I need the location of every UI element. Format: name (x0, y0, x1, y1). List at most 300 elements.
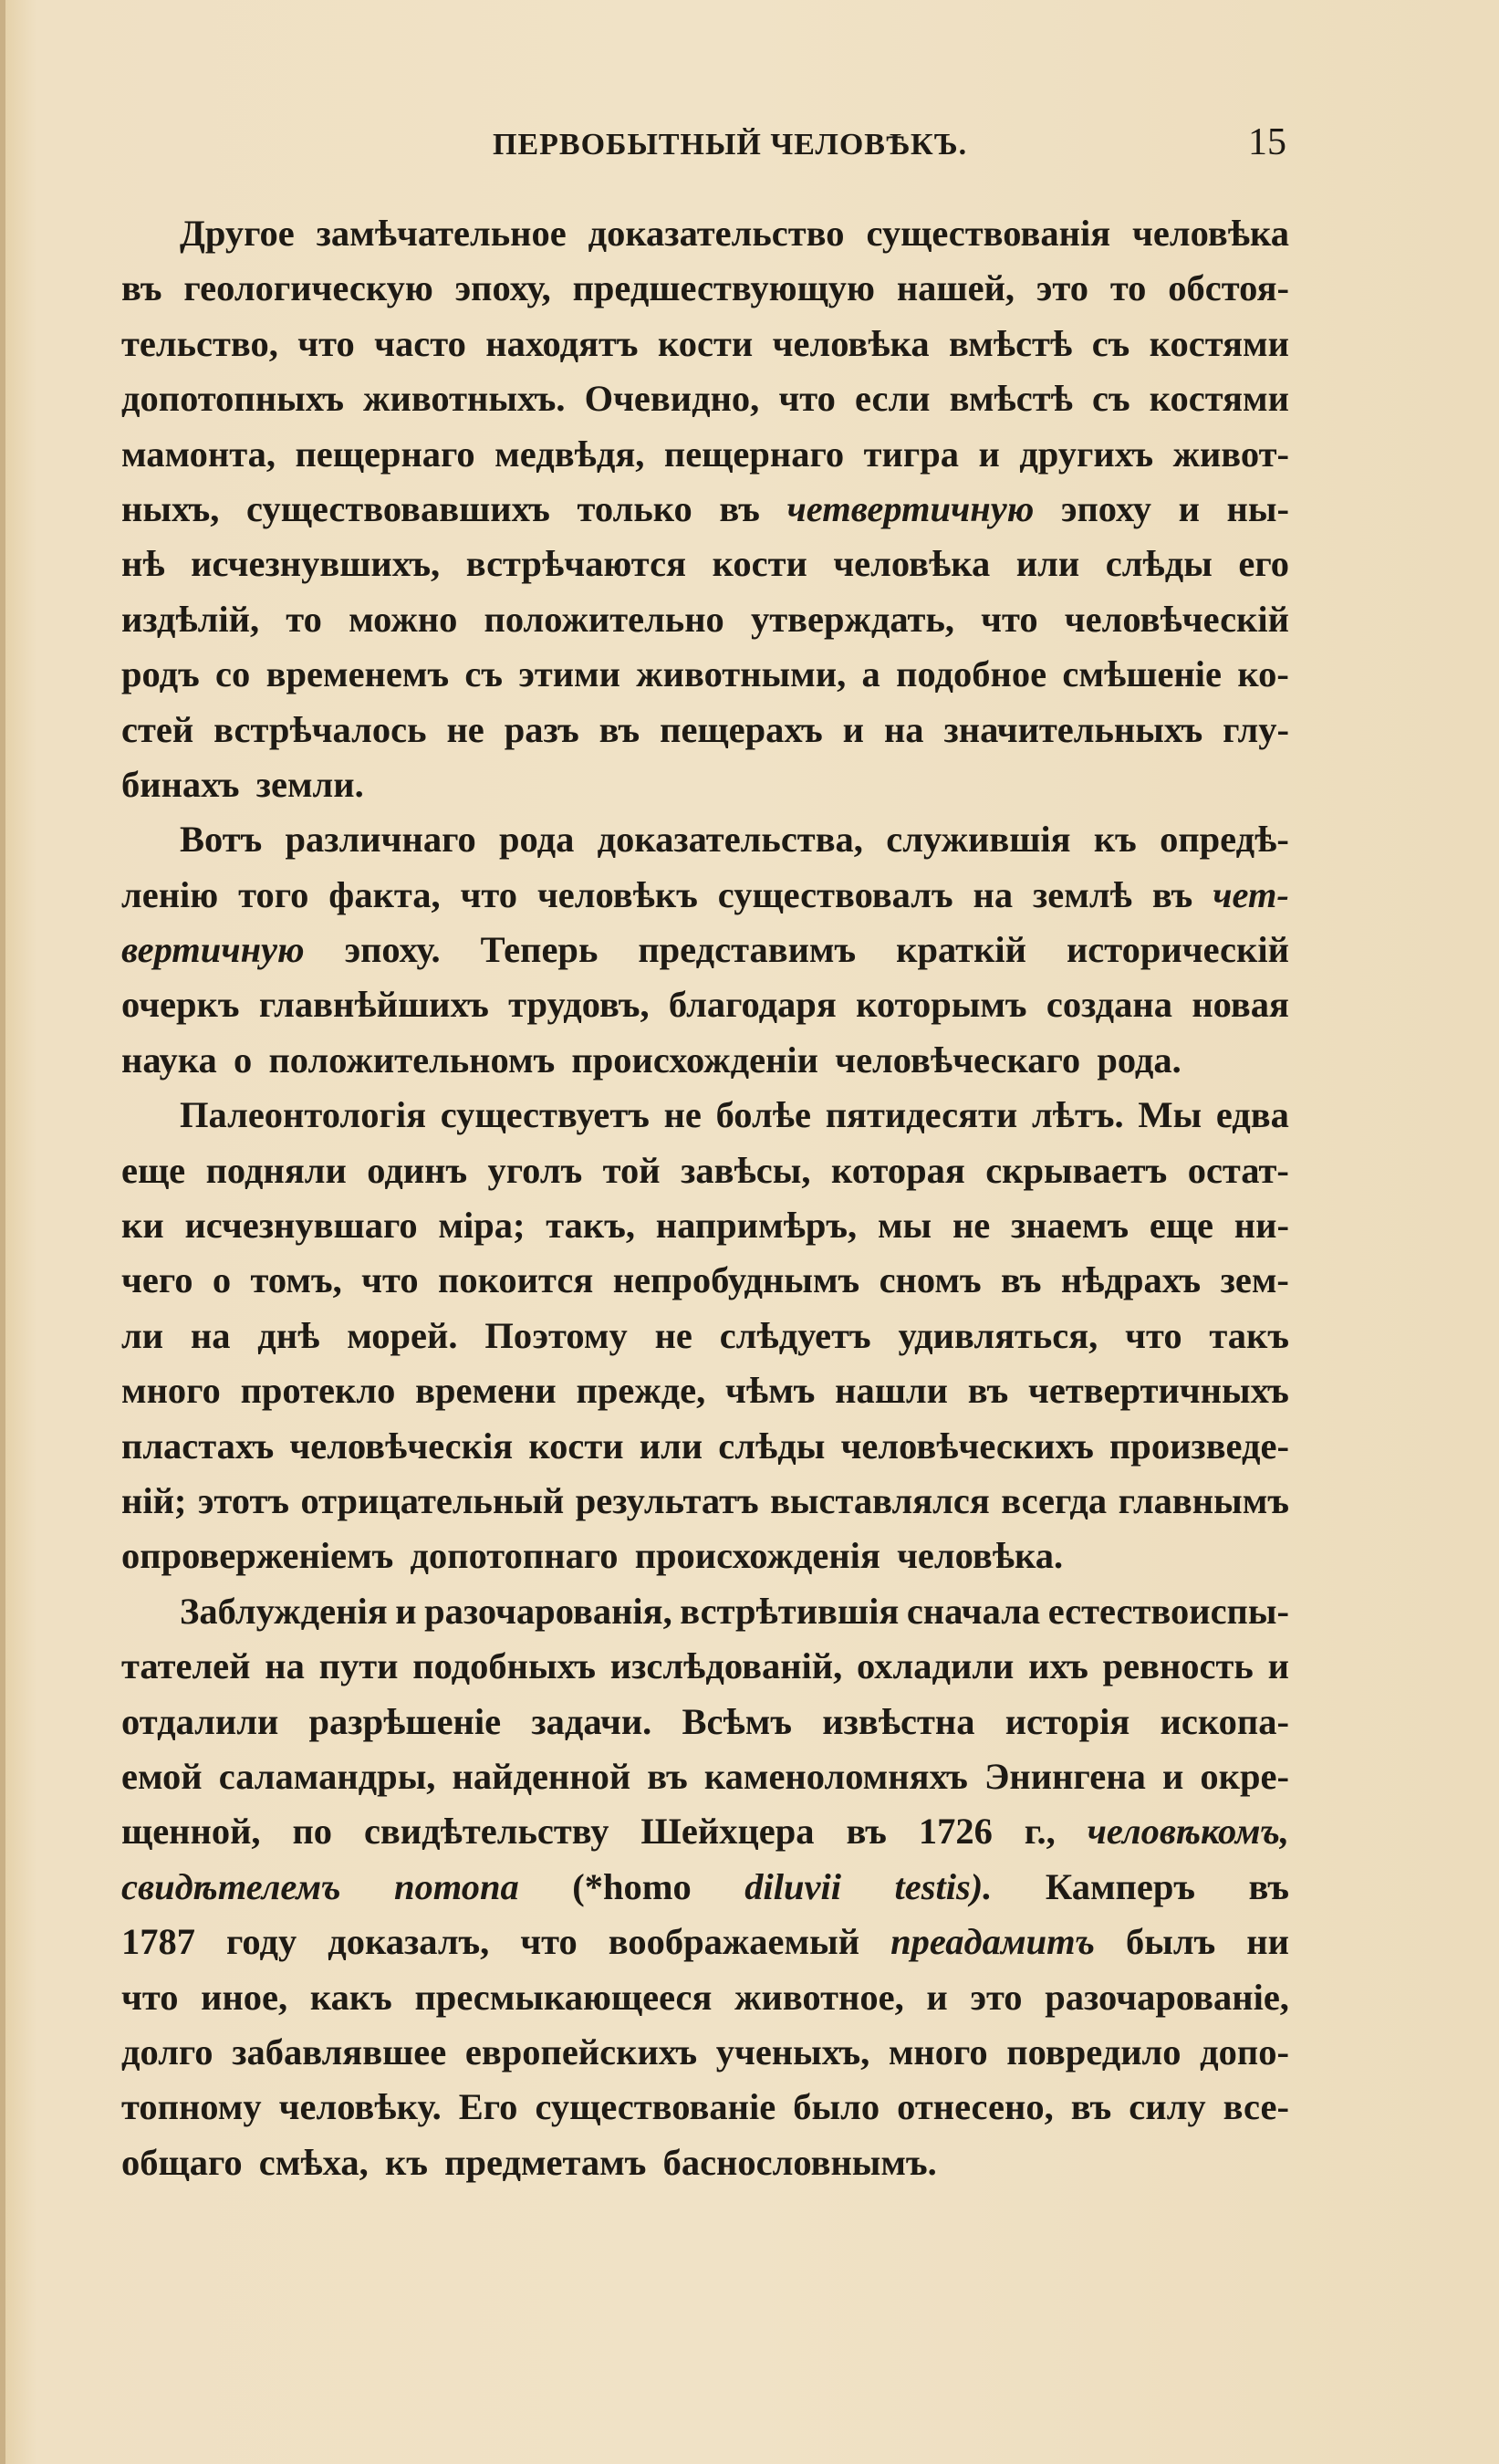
word: этотъ (197, 1479, 289, 1521)
word: человѣка (833, 543, 991, 585)
text-line (121, 1970, 1289, 2025)
word: краткій (896, 929, 1026, 971)
word: много (121, 1370, 221, 1412)
word: нѣдрахъ (1060, 1259, 1202, 1301)
word: ны- (1226, 487, 1289, 529)
word: что (361, 1259, 419, 1301)
word: животными, (636, 653, 847, 695)
paragraph (121, 1584, 1289, 2190)
word: и (395, 1590, 417, 1632)
word: ли (121, 1314, 164, 1356)
word: Заблужденія (180, 1590, 388, 1632)
word: Шейхцера (640, 1811, 815, 1853)
word: служившія (886, 819, 1071, 861)
word: геологическую (183, 267, 433, 309)
word: утверждать, (750, 598, 954, 640)
text-line (121, 977, 1289, 1032)
word: а (861, 653, 880, 695)
word: пятидесяти (825, 1094, 1018, 1136)
word: эпоху. (344, 929, 441, 971)
word: эпоху (1060, 487, 1151, 529)
word: опредѣ- (1160, 819, 1289, 861)
word: или (1015, 543, 1080, 585)
word: что (778, 378, 836, 420)
word: чет- (1213, 873, 1289, 915)
word: находятъ (485, 322, 639, 364)
word: пути (318, 1645, 399, 1687)
paragraph (121, 206, 1289, 812)
word: доказательство (588, 213, 845, 254)
word: сномъ (879, 1259, 982, 1301)
word: 1787 (121, 1921, 195, 1963)
word: ископа- (1160, 1700, 1289, 1742)
word: происхожденіи (571, 1039, 819, 1081)
word: diluvii (744, 1865, 842, 1907)
word: задачи. (531, 1700, 652, 1742)
word: (*homo (572, 1865, 692, 1907)
text-line (121, 1529, 1289, 1583)
word: къ (1093, 819, 1137, 861)
word: не (654, 1314, 692, 1356)
word: одинъ (367, 1149, 468, 1191)
word: этими (518, 653, 620, 695)
word: въ (719, 487, 760, 529)
word: мы (877, 1205, 932, 1247)
word: медвѣдя, (494, 433, 645, 475)
word: разъ (504, 708, 579, 750)
word: тателей (121, 1645, 251, 1687)
word: тельство, (121, 322, 278, 364)
word: найденной (452, 1755, 631, 1797)
text-line (121, 923, 1289, 977)
word: исторія (1005, 1700, 1130, 1742)
word: охладили (857, 1645, 1015, 1687)
word: существовавшихъ (246, 487, 550, 529)
word: ки (121, 1205, 164, 1247)
word: костями (1149, 378, 1289, 420)
word: Теперь (480, 929, 599, 971)
word: выставлялся (770, 1479, 990, 1521)
word: результатъ (575, 1479, 759, 1521)
word: по (292, 1811, 333, 1853)
text-line (121, 1143, 1289, 1198)
word: различнаго (285, 819, 476, 861)
word: часто (374, 322, 466, 364)
word: къ (384, 2141, 428, 2183)
word: повредило (1006, 2031, 1182, 2072)
word: это (970, 1976, 1023, 2018)
word: что (297, 322, 355, 364)
word: едва (1215, 1094, 1289, 1136)
word: допотопныхъ (121, 378, 345, 420)
text-line (121, 317, 1289, 371)
word: году (226, 1921, 297, 1963)
word: протекло (240, 1370, 396, 1412)
word: въ (647, 1755, 688, 1797)
word: каменоломняхъ (703, 1755, 968, 1797)
word: положительно (484, 598, 724, 640)
word: 1726 (918, 1811, 993, 1853)
text-line (121, 206, 1289, 261)
text-line (121, 427, 1289, 482)
word: разочарованіе, (1045, 1976, 1289, 2018)
word: бинахъ (121, 763, 240, 805)
word: Вотъ (180, 819, 263, 861)
word: на (883, 708, 924, 750)
word: на (265, 1645, 305, 1687)
word: было (793, 2086, 880, 2128)
word: Энингена (984, 1755, 1146, 1797)
word: человѣческихъ (840, 1425, 1094, 1467)
word: ній; (121, 1479, 187, 1521)
page-edge (0, 0, 5, 2464)
word: очеркъ (121, 984, 240, 1026)
text-line (121, 371, 1289, 426)
word: чѣмъ (725, 1370, 816, 1412)
word: главнымъ (1118, 1479, 1289, 1521)
word: саламандры, (218, 1755, 436, 1797)
word: рода. (1097, 1039, 1182, 1081)
word: создана (1046, 984, 1172, 1026)
word: что (520, 1921, 578, 1963)
word: Палеонтологія (180, 1094, 426, 1136)
word: міра; (438, 1205, 526, 1247)
word: человѣкомъ, (1087, 1811, 1289, 1853)
word: вмѣстѣ (949, 378, 1073, 420)
word: на (973, 873, 1014, 915)
text-line (121, 1860, 1289, 1915)
word: Мы (1138, 1094, 1202, 1136)
word: пресмыкающееся (414, 1976, 713, 2018)
word: еще (121, 1149, 186, 1191)
word: съ (464, 653, 503, 695)
word: разрѣшеніе (308, 1700, 502, 1742)
paragraph (121, 812, 1289, 1088)
text-line (121, 1584, 1289, 1639)
word: не (663, 1094, 702, 1136)
text-line (121, 812, 1289, 867)
text-line (121, 1309, 1289, 1363)
word: что (460, 873, 518, 915)
word: ни- (1234, 1205, 1289, 1247)
text-line (121, 1363, 1289, 1418)
word: человѣческаго (835, 1039, 1081, 1081)
word: доказательства, (597, 819, 863, 861)
word: разочарованія, (424, 1590, 672, 1632)
word: человѣка (1132, 213, 1289, 254)
word: естествоиспы- (1047, 1590, 1289, 1632)
word: съ (1091, 322, 1130, 364)
word: происхожденія (634, 1535, 880, 1577)
body-text (121, 206, 1289, 2190)
word: прежде, (576, 1370, 706, 1412)
word: пещернаго (295, 433, 475, 475)
page-header (119, 120, 1286, 175)
word: забавлявшее (232, 2031, 447, 2072)
word: кости (657, 322, 754, 364)
word: человѣка (772, 322, 930, 364)
word: удивляться, (898, 1314, 1098, 1356)
word: человѣка. (897, 1535, 1064, 1577)
word: testis). (894, 1865, 993, 1907)
word: скрываетъ (985, 1149, 1168, 1191)
word: и (926, 1976, 948, 2018)
text-line (121, 482, 1289, 537)
word: того (238, 873, 309, 915)
word: пластахъ (121, 1425, 275, 1467)
text-line (121, 261, 1289, 316)
word: изслѣдованій, (609, 1645, 843, 1687)
word: извѣстна (822, 1700, 975, 1742)
word: болѣе (715, 1094, 812, 1136)
word: общаго (121, 2141, 243, 2183)
word: европейскихъ (464, 2031, 698, 2072)
text-line (121, 1639, 1289, 1694)
word: силу (1129, 2086, 1206, 2128)
word: напримѣръ, (655, 1205, 858, 1247)
word: или (639, 1425, 703, 1467)
word: обстоя- (1168, 267, 1289, 309)
word: земли. (255, 763, 364, 805)
word: топному (121, 2086, 262, 2128)
word: допо- (1200, 2031, 1289, 2072)
word: подобное (896, 653, 1047, 695)
word: непробуднымъ (612, 1259, 860, 1301)
text-line (121, 1695, 1289, 1749)
word: которая (830, 1149, 965, 1191)
word: то (286, 598, 322, 640)
word: замѣчательное (316, 213, 567, 254)
word: это (1036, 267, 1088, 309)
word: былъ (1126, 1921, 1216, 1963)
word: костями (1149, 322, 1289, 364)
word: издѣлій, (121, 598, 260, 640)
word: на (190, 1314, 231, 1356)
word: зем- (1220, 1259, 1289, 1301)
word: завѣсы, (681, 1149, 811, 1191)
word: и (1178, 487, 1200, 529)
word: Всѣмъ (682, 1700, 793, 1742)
word: встрѣтившія (680, 1590, 900, 1632)
word: существованіе (535, 2086, 776, 2128)
word: землѣ (1033, 873, 1132, 915)
text-line (121, 1419, 1289, 1474)
word: ревность (1102, 1645, 1254, 1687)
word: представимъ (638, 929, 857, 971)
word: много (888, 2031, 988, 2072)
text-line (121, 757, 1289, 812)
text-line (121, 1804, 1289, 1859)
word: не (952, 1205, 991, 1247)
text-line (121, 1749, 1289, 1804)
word: въ (1001, 1259, 1042, 1301)
word: значительныхъ (943, 708, 1203, 750)
word: ни (1246, 1921, 1289, 1963)
word: главнѣйшихъ (258, 984, 489, 1026)
word: той (602, 1149, 661, 1191)
word: въ (846, 1811, 887, 1853)
word: отдалили (121, 1700, 279, 1742)
word: подняли (205, 1149, 347, 1191)
word: существовалъ (717, 873, 953, 915)
word: исчезнувшихъ, (191, 543, 441, 585)
word: ученыхъ, (715, 2031, 870, 2072)
word: ко- (1237, 653, 1289, 695)
word: воображаемый (608, 1921, 860, 1963)
word: только (577, 487, 692, 529)
word: свидѣтельству (363, 1811, 609, 1853)
word: морей. (347, 1314, 458, 1356)
word: ихъ (1028, 1645, 1088, 1687)
text-line (121, 1088, 1289, 1143)
word: родъ (121, 653, 200, 695)
text-line (121, 592, 1289, 647)
word: Очевидно, (584, 378, 760, 420)
text-line (121, 703, 1289, 757)
word: и (1267, 1645, 1289, 1687)
word: произведе- (1109, 1425, 1289, 1467)
word: трудовъ, (508, 984, 650, 1026)
text-line (121, 1033, 1289, 1088)
text-line (121, 2135, 1289, 2190)
word: и (1161, 1755, 1184, 1797)
text-line (121, 1915, 1289, 1969)
word: въ (121, 267, 162, 309)
word: лѣтъ. (1031, 1094, 1124, 1136)
word: въ (1151, 873, 1193, 915)
word: Его (458, 2086, 518, 2128)
word: вмѣстѣ (949, 322, 1073, 364)
word: ленію (121, 873, 219, 915)
word: если (855, 378, 931, 420)
word: рода (498, 819, 575, 861)
word: подобныхъ (412, 1645, 596, 1687)
word: баснословнымъ. (662, 2141, 937, 2183)
word: благодаря (668, 984, 837, 1026)
word: еще (1149, 1205, 1214, 1247)
word: мамонта, (121, 433, 276, 475)
word: стей (121, 708, 194, 750)
word: кости (712, 543, 807, 585)
word: отнесено, (897, 2086, 1054, 2128)
word: г., (1024, 1811, 1056, 1853)
word: Поэтому (484, 1314, 628, 1356)
word: глу- (1223, 708, 1289, 750)
word: историческій (1066, 929, 1289, 971)
word: тигра (863, 433, 959, 475)
word: встрѣчалось (213, 708, 427, 750)
running-head: ПЕРВОБЫТНЫЙ ЧЕЛОВѢКЪ. (493, 128, 968, 162)
word: нашей, (896, 267, 1015, 309)
text-line (121, 2080, 1289, 2135)
word: пещернаго (663, 433, 845, 475)
paragraph (121, 1088, 1289, 1584)
text-line (121, 1198, 1289, 1253)
word: покоится (438, 1259, 594, 1301)
word: окре- (1200, 1755, 1289, 1797)
word: уголъ (487, 1149, 583, 1191)
word: кости (528, 1425, 624, 1467)
word: остат- (1187, 1149, 1289, 1191)
word: съ (1092, 378, 1130, 420)
word: свидѣтелемъ (121, 1865, 341, 1907)
word: преадамитъ (890, 1921, 1095, 1963)
word: времени (415, 1370, 557, 1412)
word: слѣды (1105, 543, 1213, 585)
word: четвертичныхъ (1028, 1370, 1289, 1412)
word: емой (121, 1755, 203, 1797)
word: такъ, (546, 1205, 635, 1247)
word: животное, (734, 1976, 904, 2018)
word: животныхъ. (363, 378, 566, 420)
word: эпоху, (454, 267, 551, 309)
word: временемъ (265, 653, 450, 695)
word: слѣдуетъ (719, 1314, 871, 1356)
word: что (1125, 1314, 1182, 1356)
word: его (1238, 543, 1289, 585)
word: предшествующую (572, 267, 875, 309)
text-line (121, 1253, 1289, 1308)
word: о (233, 1039, 253, 1081)
word: существуетъ (440, 1094, 650, 1136)
word: слѣды (718, 1425, 826, 1467)
text-line (121, 1474, 1289, 1529)
word: не (446, 708, 484, 750)
word: встрѣчаются (465, 543, 687, 585)
word: какъ (309, 1976, 392, 2018)
word: Другое (180, 213, 295, 254)
word: допотопнаго (410, 1535, 619, 1577)
word: пещерахъ (660, 708, 823, 750)
word: днѣ (257, 1314, 320, 1356)
word: то (1109, 267, 1147, 309)
word: что (981, 598, 1038, 640)
word: вертичную (121, 929, 305, 971)
word: нѣ (121, 543, 165, 585)
word: все- (1223, 2086, 1289, 2128)
word: опроверженіемъ (121, 1535, 394, 1577)
word: новая (1192, 984, 1289, 1026)
word: Камперъ (1045, 1865, 1196, 1907)
word: исчезнувшаго (184, 1205, 418, 1247)
word: въ (1070, 2086, 1112, 2128)
word: человѣкъ (536, 873, 698, 915)
word: доказалъ, (328, 1921, 490, 1963)
word: которымъ (856, 984, 1027, 1026)
word: чего (121, 1259, 193, 1301)
word: наука (121, 1039, 217, 1081)
word: о (212, 1259, 232, 1301)
word: можно (349, 598, 458, 640)
word: ныхъ, (121, 487, 220, 529)
word: человѣку. (278, 2086, 442, 2128)
word: въ (599, 708, 640, 750)
word: такъ (1209, 1314, 1289, 1356)
word: и (978, 433, 1000, 475)
word: въ (1248, 1865, 1289, 1907)
word: знаемъ (1011, 1205, 1129, 1247)
word: человѣческій (1064, 598, 1289, 640)
word: со (215, 653, 251, 695)
word: смѣха, (258, 2141, 369, 2183)
page-number: 15 (1248, 121, 1286, 163)
word: положительномъ (268, 1039, 556, 1081)
word: отрицательный (300, 1479, 565, 1521)
word: щенной, (121, 1811, 261, 1853)
word: предметамъ (444, 2141, 647, 2183)
word: четвертичную (786, 487, 1035, 529)
word: въ (967, 1370, 1009, 1412)
